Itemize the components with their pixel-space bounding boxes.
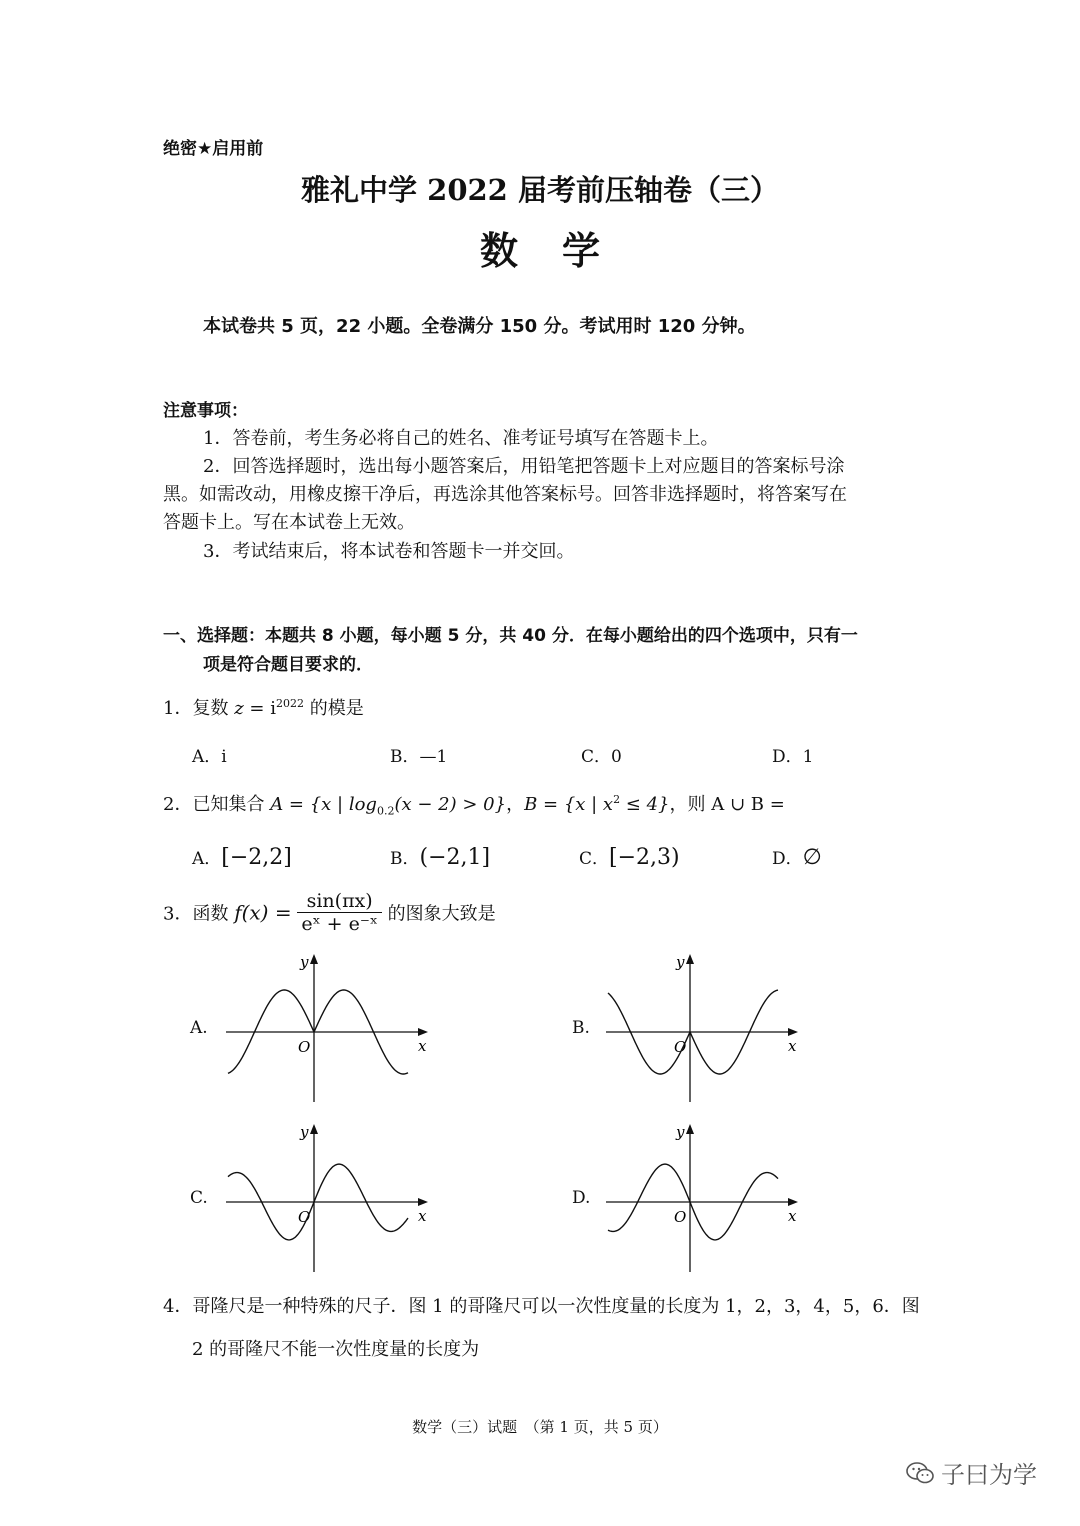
question-4-line-2: 2 的哥隆尺不能一次性度量的长度为 bbox=[192, 1339, 480, 1360]
x-axis-arrow bbox=[418, 1028, 428, 1036]
graph-c bbox=[222, 1120, 432, 1274]
exam-summary: 本试卷共 5 页，22 小题。全卷满分 150 分。考试用时 120 分钟。 bbox=[203, 316, 756, 337]
x-axis-arrow bbox=[418, 1198, 428, 1206]
set-b-cond: ≤ 4} bbox=[620, 794, 670, 815]
origin-label: O bbox=[674, 1208, 687, 1226]
option-label: D． bbox=[772, 849, 803, 869]
q1-option-b: B．—1 bbox=[390, 747, 448, 767]
origin-label: O bbox=[298, 1038, 311, 1056]
question-1 bbox=[163, 694, 364, 720]
watermark bbox=[905, 1455, 1037, 1490]
graph-a bbox=[222, 950, 432, 1104]
note-item-2-line-2: 黑。如需改动，用橡皮擦干净后，再选涂其他答案标号。回答非选择题时，将答案写在 bbox=[163, 484, 847, 505]
origin-label: O bbox=[298, 1208, 311, 1226]
note-item-2-line-1: 2．回答选择题时，选出每小题答案后，用铅笔把答题卡上对应题目的答案标号涂 bbox=[203, 456, 845, 477]
question-text: 已知集合 bbox=[192, 794, 271, 815]
option-value: [−2,2] bbox=[221, 845, 292, 870]
variable-z: z bbox=[234, 698, 244, 719]
denominator: eˣ + e⁻ˣ bbox=[301, 913, 378, 935]
q3-option-b-label: B. bbox=[572, 1018, 590, 1038]
question-number: 2． bbox=[163, 794, 193, 815]
x-axis-label: x bbox=[418, 1037, 427, 1055]
question-text: ，则 A ∪ B = bbox=[669, 794, 785, 815]
question-text: 的图象大致是 bbox=[381, 903, 496, 925]
exponent: 2022 bbox=[275, 697, 304, 710]
option-value: ∅ bbox=[802, 845, 822, 870]
q2-option-b bbox=[390, 844, 490, 870]
origin-label: O bbox=[674, 1038, 687, 1056]
question-number: 3． bbox=[163, 903, 193, 925]
q3-option-d-label: D. bbox=[572, 1188, 591, 1208]
set-a: A = {x | log bbox=[270, 794, 377, 815]
y-axis-label: y bbox=[676, 953, 685, 971]
x-axis-label: x bbox=[418, 1207, 427, 1225]
log-base: 0.2 bbox=[376, 804, 395, 818]
q2-option-a bbox=[192, 844, 292, 870]
graph-d bbox=[602, 1120, 802, 1274]
fraction bbox=[297, 890, 382, 935]
q2-option-d bbox=[772, 844, 822, 870]
section-1-line-1: 一、选择题：本题共 8 小题，每小题 5 分，共 40 分．在每小题给出的四个选项中，只有一 bbox=[163, 626, 858, 646]
question-2 bbox=[163, 790, 785, 818]
y-axis-arrow bbox=[310, 954, 318, 964]
option-value: (−2,1] bbox=[419, 845, 491, 870]
section-1-line-2: 项是符合题目要求的． bbox=[203, 655, 373, 675]
q3-option-a-label: A. bbox=[190, 1018, 208, 1038]
secret-label: 绝密★启用前 bbox=[163, 139, 264, 159]
y-axis-label: y bbox=[300, 953, 309, 971]
notes-heading: 注意事项： bbox=[163, 401, 248, 421]
question-text: 复数 bbox=[192, 698, 235, 719]
question-number: 1． bbox=[163, 698, 193, 719]
y-axis-arrow bbox=[686, 1124, 694, 1134]
y-axis-label: y bbox=[300, 1123, 309, 1141]
set-a-cond: (x − 2) > 0} bbox=[394, 794, 507, 815]
y-axis-arrow bbox=[686, 954, 694, 964]
q2-option-c bbox=[579, 844, 680, 870]
note-item-1: 1．答卷前，考生务必将自己的姓名、准考证号填写在答题卡上。 bbox=[203, 428, 719, 449]
option-value: [−2,3) bbox=[609, 845, 680, 870]
page-footer: 数学（三）试题 （第 1 页，共 5 页） bbox=[412, 1418, 668, 1436]
set-b: B = {x | x bbox=[524, 794, 614, 815]
question-3 bbox=[163, 890, 496, 935]
q3-option-c-label: C. bbox=[190, 1188, 208, 1208]
function-name: f(x) = bbox=[234, 900, 292, 925]
question-text: 的模是 bbox=[303, 698, 364, 719]
question-text: 函数 bbox=[192, 903, 235, 925]
exam-title: 雅礼中学 2022 届考前压轴卷（三） bbox=[301, 173, 779, 207]
q1-option-a: A．i bbox=[192, 747, 227, 767]
graph-b bbox=[602, 950, 802, 1104]
note-item-2-line-3: 答题卡上。写在本试卷上无效。 bbox=[163, 512, 415, 533]
x-axis-arrow bbox=[788, 1198, 798, 1206]
q1-option-d: D．1 bbox=[772, 747, 814, 767]
option-label: A． bbox=[192, 849, 222, 869]
option-label: C． bbox=[579, 849, 610, 869]
option-label: B． bbox=[390, 849, 420, 869]
y-axis-label: y bbox=[676, 1123, 685, 1141]
wechat-icon bbox=[905, 1460, 935, 1486]
question-text: = i bbox=[243, 698, 276, 719]
x-axis-arrow bbox=[788, 1028, 798, 1036]
power: 2 bbox=[613, 793, 621, 806]
q1-option-c: C．0 bbox=[581, 747, 622, 767]
x-axis-label: x bbox=[788, 1037, 797, 1055]
note-item-3: 3．考试结束后，将本试卷和答题卡一并交回。 bbox=[203, 541, 575, 562]
x-axis-label: x bbox=[788, 1207, 797, 1225]
y-axis-arrow bbox=[310, 1124, 318, 1134]
question-4-line-1: 4．哥隆尺是一种特殊的尺子．图 1 的哥隆尺可以一次性度量的长度为 1，2，3，4，5，6．图 bbox=[163, 1296, 920, 1317]
subject-title: 数学 bbox=[479, 228, 644, 273]
numerator: sin(πx) bbox=[297, 890, 382, 913]
separator: ， bbox=[506, 794, 525, 815]
watermark-text: 子曰为学 bbox=[941, 1461, 1037, 1489]
